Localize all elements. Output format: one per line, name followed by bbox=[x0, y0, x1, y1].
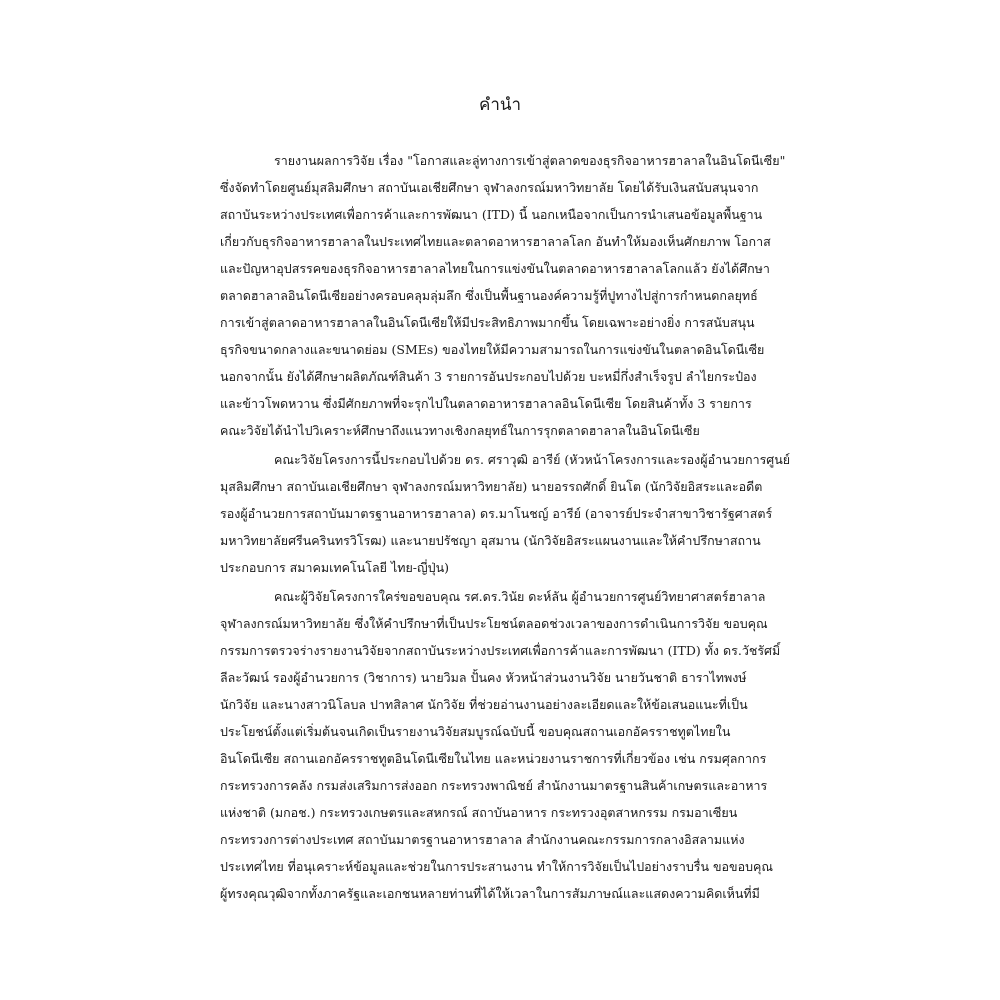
paragraph-line: และข้าวโพดหวาน ซึ่งมีศักยภาพที่จะรุกไปในตลาดอาหารฮาลาลอินโดนีเซีย โดยสินค้าทั้ง 3 รายการ bbox=[220, 396, 752, 411]
paragraph-line: ลีละวัฒน์ รองผู้อำนวยการ (วิชาการ) นายวิมล ปั้นคง หัวหน้าส่วนงานวิจัย นายวันชาติ ธาราไทพงษ์ bbox=[220, 670, 747, 685]
paragraph-line: กระทรวงการต่างประเทศ สถาบันมาตรฐานอาหารฮาลาล สำนักงานคณะกรรมการกลางอิสลามแห่ง bbox=[220, 832, 745, 847]
paragraph-line: มหาวิทยาลัยศรีนครินทรวิโรฒ) และนายปรัชญา อุสมาน (นักวิจัยอิสระแผนงานและให้คำปรึกษาสถาน bbox=[220, 533, 761, 548]
paragraph-line: นักวิจัย และนางสาวนิโลบล ปาทสิลาศ นักวิจัย ที่ช่วยอ่านงานอย่างละเอียดและให้ข้อเสนอแนะที่เป็น bbox=[220, 697, 748, 712]
paragraph-line: นอกจากนั้น ยังได้ศึกษาผลิตภัณฑ์สินค้า 3 รายการอันประกอบไปด้วย บะหมี่กึ่งสำเร็จรูป ลำไยกระป๋อง bbox=[220, 369, 757, 384]
paragraph-line: กระทรวงการคลัง กรมส่งเสริมการส่งออก กระทรวงพาณิชย์ สำนักงานมาตรฐานสินค้าเกษตรและอาหาร bbox=[220, 778, 768, 793]
paragraph-line: มุสลิมศึกษา สถาบันเอเชียศึกษา จุฬาลงกรณ์มหาวิทยาลัย) นายอรรถศักดิ์ ยินโต (นักวิจัยอิสระและอดีต bbox=[220, 479, 763, 494]
page-title: คำนำ bbox=[478, 95, 522, 115]
paragraph-line: ผู้ทรงคุณวุฒิจากทั้งภาครัฐและเอกชนหลายท่านที่ได้ให้เวลาในการสัมภาษณ์และแสดงความคิดเห็นที่มี bbox=[220, 886, 760, 901]
paragraph-line: และปัญหาอุปสรรคของธุรกิจอาหารฮาลาลไทยในการแข่งขันในตลาดอาหารฮาลาลโลกแล้ว ยังได้ศึกษา bbox=[220, 261, 770, 276]
paragraph-line: แห่งชาติ (มกอช.) กระทรวงเกษตรและสหกรณ์ สถาบันอาหาร กระทรวงอุตสาหกรรม กรมอาเซียน bbox=[220, 805, 738, 820]
paragraph-line: การเข้าสู่ตลาดอาหารฮาลาลในอินโดนีเซียให้มีประสิทธิภาพมากขึ้น โดยเฉพาะอย่างยิ่ง การสนับสนุน bbox=[220, 315, 755, 330]
paragraph-line: ประกอบการ สมาคมเทคโนโลยี ไทย-ญี่ปุ่น) bbox=[220, 560, 450, 575]
paragraph-line: คณะผู้วิจัยโครงการใคร่ขอขอบคุณ รศ.ดร.วินัย ดะห์ลัน ผู้อำนวยการศูนย์วิทยาศาสตร์ฮาลาล bbox=[274, 589, 766, 604]
paragraph-line: รองผู้อำนวยการสถาบันมาตรฐานอาหารฮาลาล) ดร.มาโนชญ์ อารีย์ (อาจารย์ประจำสาขาวิชารัฐศาสตร์ bbox=[220, 506, 773, 521]
paragraph-line: ประเทศไทย ที่อนุเคราะห์ข้อมูลและช่วยในการประสานงาน ทำให้การวิจัยเป็นไปอย่างราบรื่น ขอขอบคุณ bbox=[220, 859, 773, 874]
paragraph-line: เกี่ยวกับธุรกิจอาหารฮาลาลในประเทศไทยและตลาดอาหารฮาลาลโลก อันทำให้มองเห็นศักยภาพ โอกาส bbox=[220, 234, 771, 249]
paragraph-line: คณะวิจัยโครงการนี้ประกอบไปด้วย ดร. ศราวุฒิ อารีย์ (หัวหน้าโครงการและรองผู้อำนวยการศูนย์ bbox=[274, 452, 791, 467]
paragraph-line: อินโดนีเซีย สถานเอกอัครราชทูตอินโดนีเซียในไทย และหน่วยงานราชการที่เกี่ยวข้อง เช่น กรมศุลกากร bbox=[220, 751, 767, 766]
paragraph-line: ธุรกิจขนาดกลางและขนาดย่อม (SMEs) ของไทยให้มีความสามารถในการแข่งขันในตลาดอินโดนีเซีย bbox=[220, 342, 765, 357]
paragraph-line: จุฬาลงกรณ์มหาวิทยาลัย ซึ่งให้คำปรึกษาที่เป็นประโยชน์ตลอดช่วงเวลาของการดำเนินการวิจัย ขอบคุณ bbox=[220, 616, 768, 631]
paragraph-line: รายงานผลการวิจัย เรื่อง "โอกาสและลู่ทางการเข้าสู่ตลาดของธุรกิจอาหารฮาลาลในอินโดนีเซีย" bbox=[274, 153, 786, 168]
paragraph-line: กรรมการตรวจร่างรายงานวิจัยจากสถาบันระหว่างประเทศเพื่อการค้าและการพัฒนา (ITD) ทั้ง ดร.วัชรัศมิ์ bbox=[220, 643, 781, 658]
paragraph-line: คณะวิจัยได้นำไปวิเคราะห์ศึกษาถึงแนวทางเชิงกลยุทธ์ในการรุกตลาดฮาลาลในอินโดนีเซีย bbox=[220, 423, 700, 438]
paragraph-line: สถาบันระหว่างประเทศเพื่อการค้าและการพัฒนา (ITD) นี้ นอกเหนือจากเป็นการนำเสนอข้อมูลพื้นฐาน bbox=[220, 207, 763, 222]
paragraph-line: ประโยชน์ตั้งแต่เริ่มต้นจนเกิดเป็นรายงานวิจัยสมบูรณ์ฉบับนี้ ขอบคุณสถานเอกอัครราชทูตไทยใน bbox=[220, 724, 731, 739]
paragraph-line: ซึ่งจัดทำโดยศูนย์มุสลิมศึกษา สถาบันเอเชียศึกษา จุฬาลงกรณ์มหาวิทยาลัย โดยได้รับเงินสนับสนุนจาก bbox=[220, 180, 759, 195]
paragraph-line: ตลาดฮาลาลอินโดนีเซียอย่างครอบคลุมลุ่มลึก ซึ่งเป็นพื้นฐานองค์ความรู้ที่ปูทางไปสู่การกำหนดกลยุทธ์ bbox=[220, 288, 758, 303]
